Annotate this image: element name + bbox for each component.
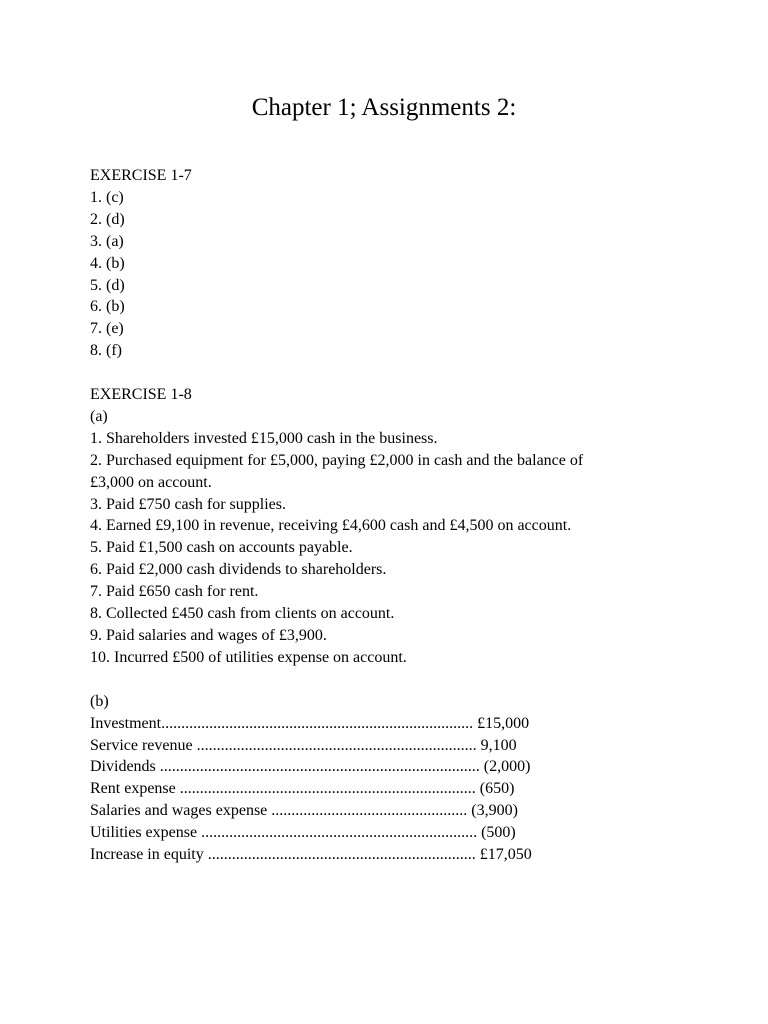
summary-row: Rent expense .......................................................................... (650) bbox=[90, 780, 515, 798]
summary-row: Investment.............................................................................. £15,000 bbox=[90, 714, 530, 732]
answer-item: 4. (b) bbox=[90, 254, 125, 272]
part-a-label: (a) bbox=[90, 407, 108, 425]
transaction-item: 1. Shareholders invested £15,000 cash in the business. bbox=[90, 429, 438, 447]
document-body bbox=[90, 165, 630, 866]
paragraph-gap bbox=[90, 669, 630, 691]
summary-row: Utilities expense ..................................................................... (500) bbox=[90, 824, 516, 842]
transaction-item: 5. Paid £1,500 cash on accounts payable. bbox=[90, 539, 353, 557]
transaction-item: 3. Paid £750 cash for supplies. bbox=[90, 495, 286, 513]
summary-row: Dividends ................................................................................ (2,000) bbox=[90, 758, 531, 776]
transaction-list bbox=[90, 428, 630, 669]
answer-item: 5. (d) bbox=[90, 276, 125, 294]
equity-summary bbox=[90, 713, 630, 866]
page-title: Chapter 1; Assignments 2: bbox=[251, 94, 517, 121]
answer-item: 1. (c) bbox=[90, 188, 124, 206]
exercise-1-7-answer-list bbox=[90, 187, 630, 362]
transaction-item: 10. Incurred £500 of utilities expense on account. bbox=[90, 648, 407, 666]
answer-item: 8. (f) bbox=[90, 342, 122, 360]
part-b-label: (b) bbox=[90, 692, 109, 710]
transaction-item: 9. Paid salaries and wages of £3,900. bbox=[90, 627, 327, 645]
answer-item: 6. (b) bbox=[90, 298, 125, 316]
exercise-1-7-heading: EXERCISE 1-7 bbox=[90, 167, 192, 184]
summary-row: Service revenue ...................................................................... 9,100 bbox=[90, 736, 517, 754]
answer-item: 2. (d) bbox=[90, 210, 125, 228]
summary-row: Increase in equity ................................................................... £17,050 bbox=[90, 846, 532, 864]
answer-item: 7. (e) bbox=[90, 320, 124, 338]
paragraph-gap bbox=[90, 362, 630, 384]
answer-item: 3. (a) bbox=[90, 232, 124, 250]
transaction-item: 4. Earned £9,100 in revenue, receiving £4,600 cash and £4,500 on account. bbox=[90, 517, 572, 535]
transaction-item: 2. Purchased equipment for £5,000, paying £2,000 in cash and the balance of £3,000 on account. bbox=[90, 451, 584, 491]
transaction-item: 8. Collected £450 cash from clients on account. bbox=[90, 605, 395, 623]
exercise-1-8-heading: EXERCISE 1-8 bbox=[90, 386, 192, 404]
transaction-item: 6. Paid £2,000 cash dividends to shareholders. bbox=[90, 561, 387, 579]
transaction-item: 7. Paid £650 cash for rent. bbox=[90, 583, 259, 601]
summary-row: Salaries and wages expense ................................................. (3,900) bbox=[90, 802, 518, 820]
